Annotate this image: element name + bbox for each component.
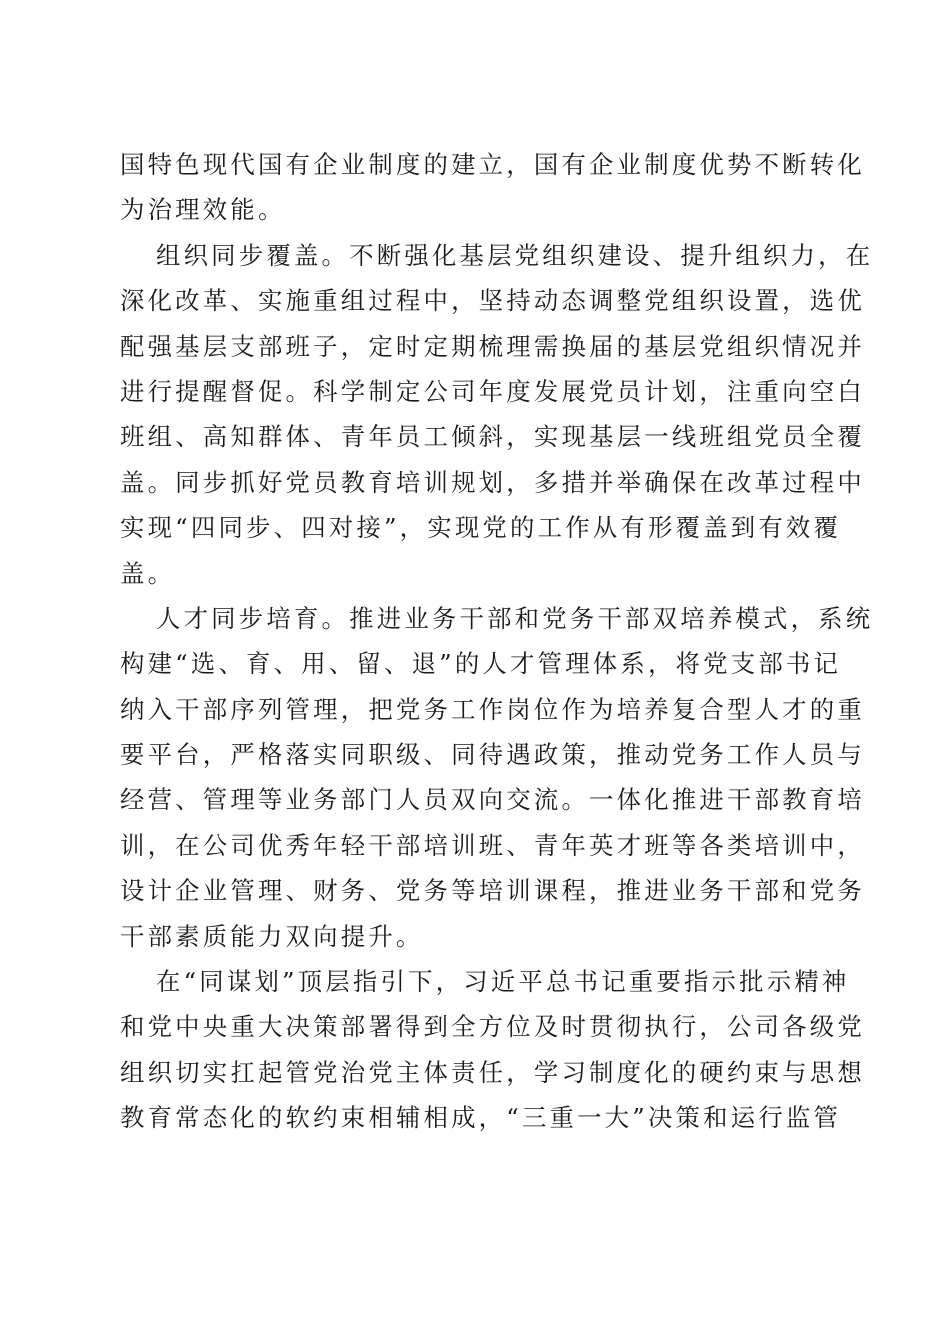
text-line: 设计企业管理、财务、党务等培训课程，推进业务干部和党务 (120, 876, 865, 906)
text-line: 进行提醒督促。科学制定公司年度发展党员计划，注重向空白 (120, 376, 865, 406)
text-line: 盖。同步抓好党员教育培训规划，多措并举确保在改革过程中 (120, 467, 865, 497)
text-line: 训，在公司优秀年轻干部培训班、青年英才班等各类培训中， (120, 830, 865, 860)
text-line: 组织切实扛起管党治党主体责任，学习制度化的硬约束与思想 (120, 1057, 865, 1087)
text-line: 和党中央重大决策部署得到全方位及时贯彻执行，公司各级党 (120, 1012, 865, 1042)
text-line: 干部素质能力双向提升。 (120, 921, 424, 951)
text-line: 实现“四同步、四对接”，实现党的工作从有形覆盖到有效覆 (120, 513, 842, 543)
text-line: 深化改革、实施重组过程中，坚持动态调整党组织设置，选优 (120, 286, 865, 316)
text-line: 班组、高知群体、青年员工倾斜，实现基层一线班组党员全覆 (120, 422, 865, 452)
text-line: 人才同步培育。推进业务干部和党务干部双培养模式，系统 (156, 603, 874, 633)
text-line: 为治理效能。 (120, 195, 286, 225)
text-line: 配强基层支部班子，定时定期梳理需换届的基层党组织情况并 (120, 331, 865, 361)
text-line: 经营、管理等业务部门人员双向交流。一体化推进干部教育培 (120, 785, 865, 815)
text-line: 国特色现代国有企业制度的建立，国有企业制度优势不断转化 (120, 150, 865, 179)
text-line: 要平台，严格落实同职级、同待遇政策，推动党务工作人员与 (120, 740, 865, 770)
text-line: 在“同谋划”顶层指引下，习近平总书记重要指示批示精神 (156, 967, 850, 997)
text-line: 纳入干部序列管理，把党务工作岗位作为培养复合型人才的重 (120, 694, 865, 724)
text-line: 组织同步覆盖。不断强化基层党组织建设、提升组织力，在 (156, 240, 874, 270)
text-line: 盖。 (120, 558, 176, 588)
text-line: 教育常态化的软约束相辅相成，“三重一大”决策和运行监管 (120, 1103, 842, 1133)
body-text (120, 142, 874, 1141)
text-line: 构建“选、育、用、留、退”的人才管理体系，将党支部书记 (120, 649, 842, 679)
